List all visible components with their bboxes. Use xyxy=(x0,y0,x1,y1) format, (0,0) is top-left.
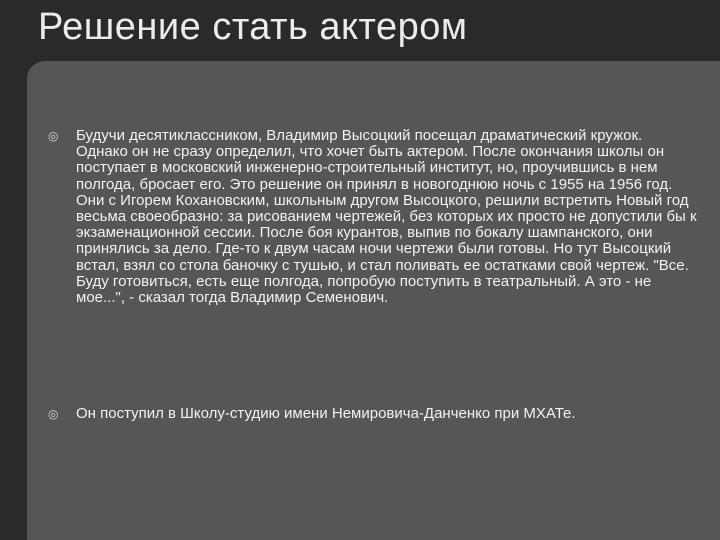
slide-title: Решение стать актером xyxy=(38,6,468,48)
bullet-circle-icon: ◎ xyxy=(48,129,59,143)
bullet-text: Он поступил в Школу-студию имени Немировича-Данченко при МХАТе. xyxy=(76,405,576,422)
bullet-circle-icon: ◎ xyxy=(48,407,59,421)
content-panel xyxy=(27,61,720,540)
bullet-text: Будучи десятиклассником, Владимир Высоцкий посещал драматический кружок. Однако он не сразу определил, что хочет быть актером. После окончания школы он поступает в московский инженерно-строительный институт, но, проучившись в нем полгода, бросает его. Это решение он принял в новогоднюю ночь с 1955 на 1956 год. Они с Игорем Кохановским, школьным другом Высоцкого, решили встретить Новый год весьма своеобразно: за рисованием чертежей, без которых их просто не допустили бы к экзаменационной сессии. После боя курантов, выпив по бокалу шампанского, они принялись за дело. Где-то к двум часам ночи чертежи были готовы. Но тут Высоцкий встал, взял со стола баночку с тушью, и стал поливать ее остатками свой чертеж. "Все. Буду готовиться, есть еще полгода, попробую поступить в театральный. А это - не мое...", - сказал тогда Владимир Семенович. xyxy=(76,127,697,307)
bullet-item xyxy=(48,406,698,422)
bullet-item xyxy=(48,128,698,306)
